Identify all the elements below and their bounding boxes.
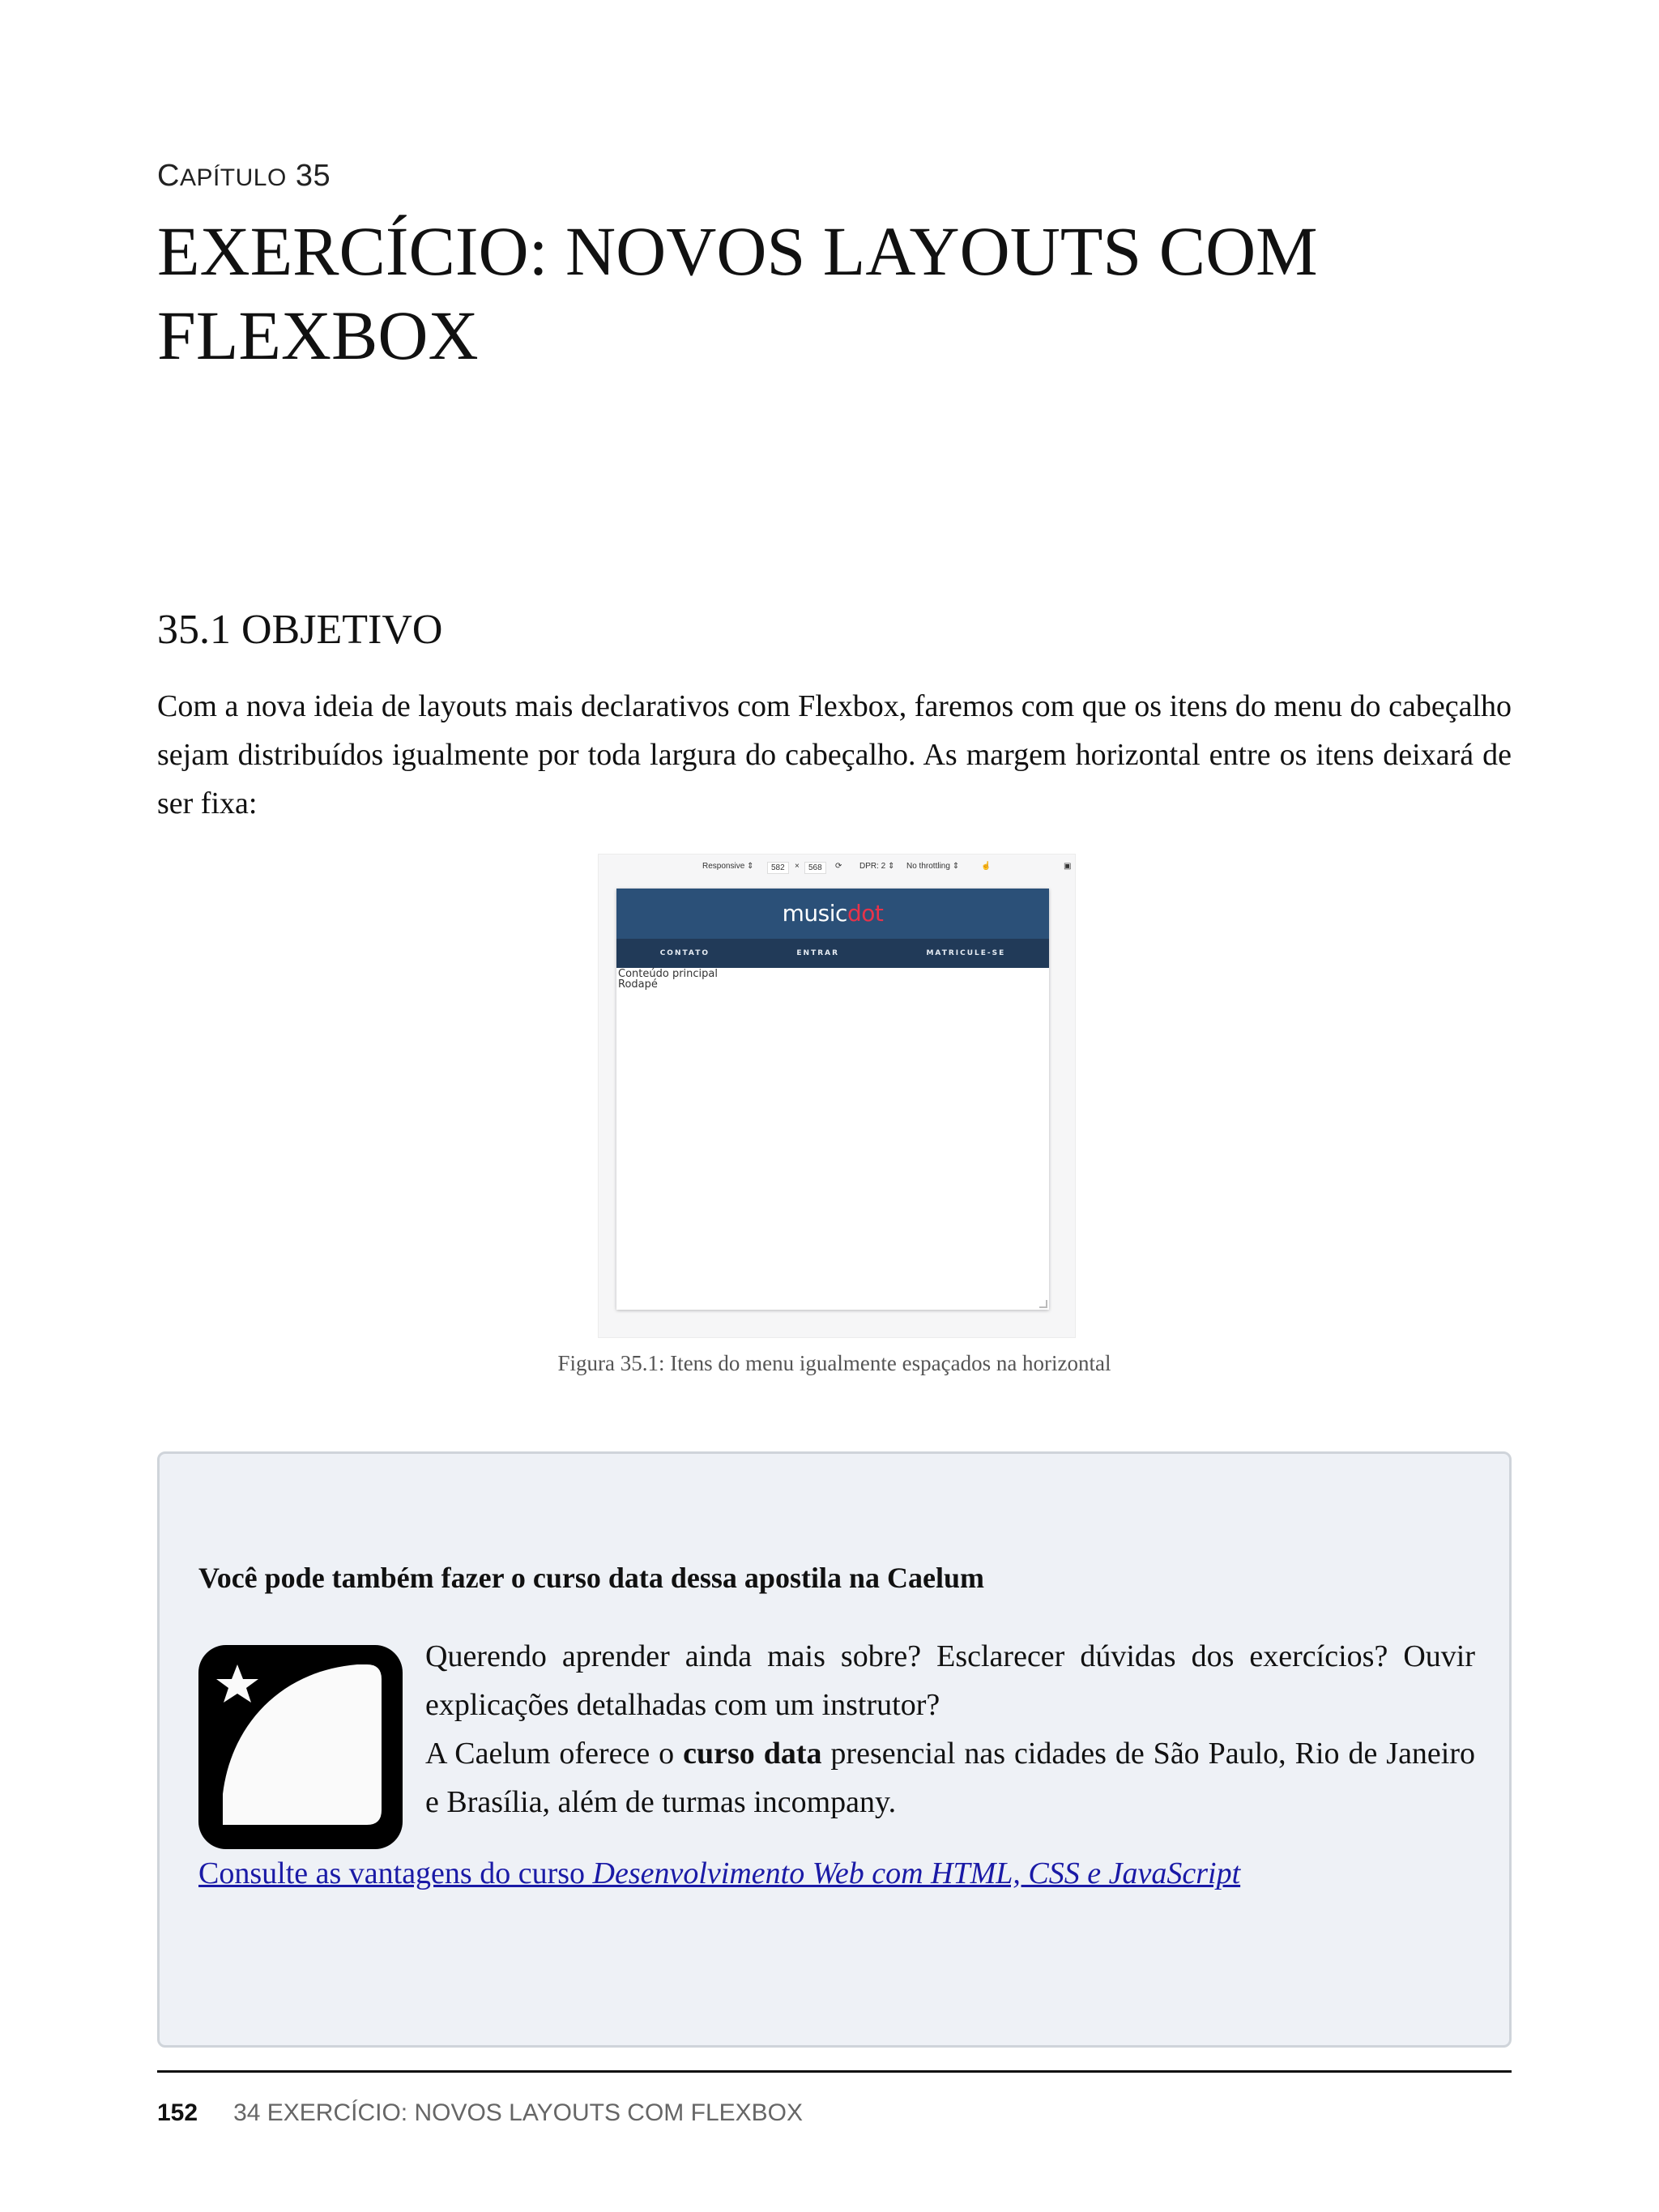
chapter-title: EXERCÍCIO: NOVOS LAYOUTS COM FLEXBOX (157, 212, 1318, 374)
emulated-viewport (616, 889, 1049, 1310)
figure-caption: Figura 35.1: Itens do menu igualmente espaçados na horizontal (557, 1351, 1111, 1375)
section-title: 35.1 OBJETIVO (157, 607, 443, 653)
nav-item-matricule-se: MATRICULE-SE (926, 949, 1006, 957)
chapter-number: 35 (295, 159, 331, 193)
callout-question-text: Querendo aprender ainda mais sobre? Esclarecer dúvidas dos exercícios? Ouvir explicações detalhadas com um instrutor? (425, 1639, 1475, 1722)
touch-icon: ☝ (981, 862, 992, 871)
site-footer-text: Rodapé (618, 978, 658, 991)
footer-divider (157, 2070, 1512, 2073)
page-footer (157, 2099, 803, 2127)
page-number: 152 (157, 2099, 198, 2126)
objective-paragraph: Com a nova ideia de layouts mais declarativos com Flexbox, faremos com que os itens do menu do cabeçalho sejam distribuídos igualmente por toda largura do cabeçalho. As margem horizontal entre os itens deixará de ser fixa: (157, 689, 1512, 820)
figure-screenshot (598, 854, 1076, 1338)
device-frame-icon: ▣ (1064, 862, 1072, 871)
dpr-select: DPR: 2 ⇕ (859, 862, 895, 871)
musicdot-logo (616, 900, 1049, 927)
responsive-mode-select: Responsive ⇕ (702, 862, 754, 871)
logo-accent-text: dot (847, 900, 884, 927)
chapter-label (157, 159, 331, 194)
chapter-label-initial: C (157, 159, 180, 193)
rotate-icon: ⟳ (835, 862, 842, 871)
course-name-bold: curso data (683, 1737, 822, 1771)
devtools-toolbar (599, 855, 1075, 879)
callout-title: Você pode também fazer o curso data dessa apostila na Caelum (198, 1562, 984, 1594)
course-advantages-link[interactable]: Consulte as vantagens do curso Desenvolvimento Web com HTML, CSS e JavaScript (198, 1856, 1241, 1890)
site-body (618, 969, 718, 990)
course-title-link-text: Desenvolvimento Web com HTML, CSS e JavaScript (592, 1856, 1241, 1890)
site-nav-menu (616, 939, 1049, 968)
throttling-select: No throttling ⇕ (906, 862, 960, 871)
nav-item-contato: CONTATO (659, 949, 710, 957)
site-main-content: Conteúdo principal (618, 968, 718, 980)
course-callout-box (157, 1451, 1512, 2048)
callout-body (198, 1632, 1475, 1898)
dimension-separator: × (795, 862, 800, 871)
viewport-height-field: 568 (804, 862, 826, 874)
logo-main-text: music (782, 900, 847, 927)
nav-item-entrar: ENTRAR (796, 949, 840, 957)
site-header (616, 889, 1049, 939)
document-page (157, 0, 1512, 2212)
viewport-width-field: 582 (767, 862, 789, 874)
running-title: 34 EXERCÍCIO: NOVOS LAYOUTS COM FLEXBOX (233, 2099, 804, 2126)
callout-offer-text: A Caelum oferece o curso data presencial nas cidades de São Paulo, Rio de Janeiro e Brasília, além de turmas incompany. (425, 1737, 1476, 1819)
resize-handle-icon (1039, 1300, 1047, 1308)
chapter-label-rest: APÍTULO (179, 164, 287, 191)
